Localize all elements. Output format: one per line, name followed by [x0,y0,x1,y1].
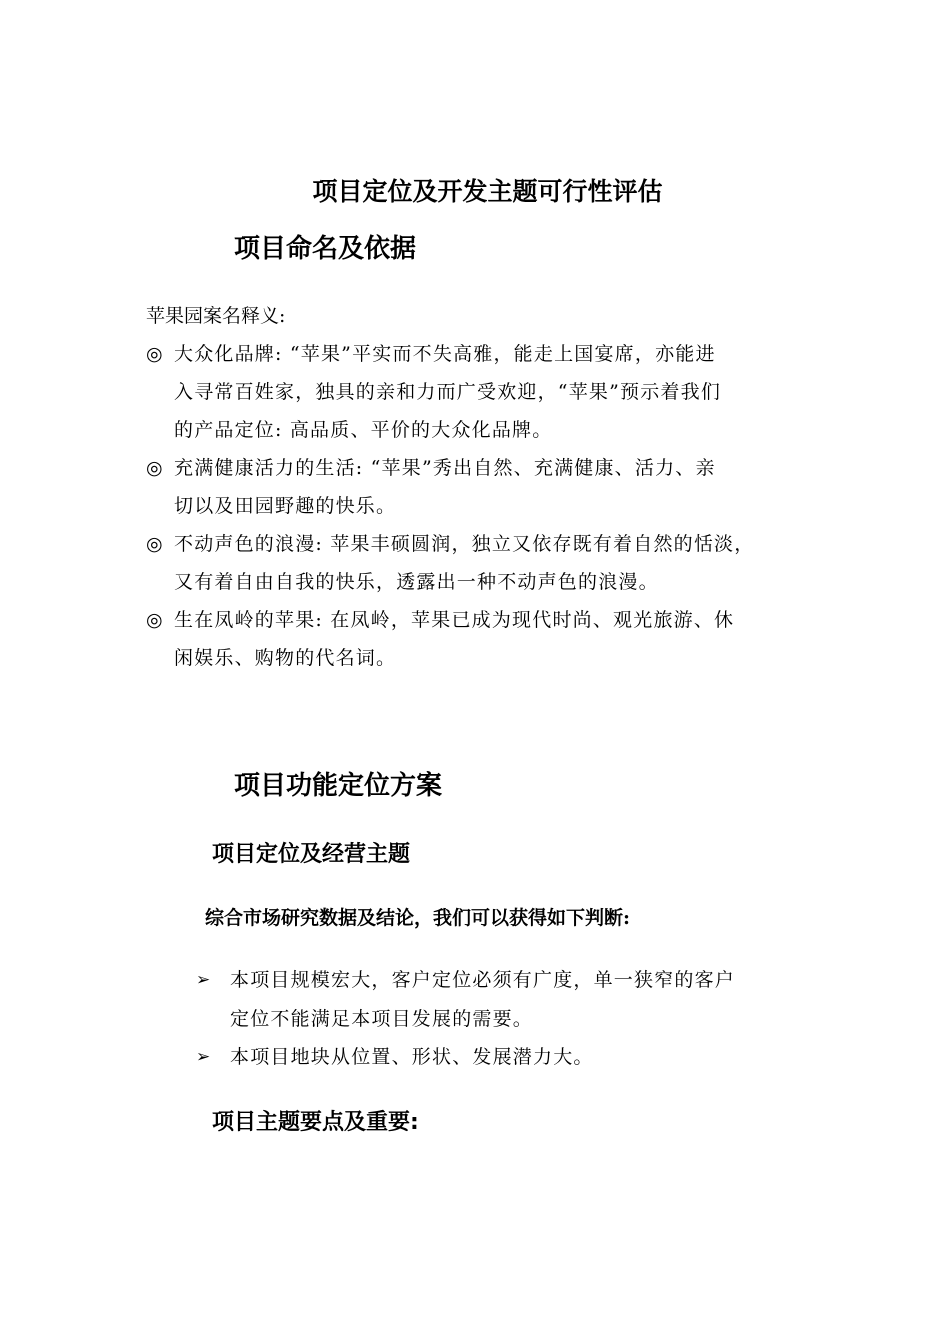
naming-bullet-2-line-1: 充满健康活力的生活: “苹果”秀出自然、充满健康、活力、亲 [174,457,716,479]
circle-bullet-icon: ◎ [146,533,163,555]
document-title: 项目定位及开发主题可行性评估 [312,177,663,206]
subsection-heading-theme-points: 项目主题要点及重要: [212,1110,419,1135]
naming-bullet-2-line-2: 切以及田园野趣的快乐。 [174,495,397,517]
naming-bullet-4-line-2: 闲娱乐、购物的代名词。 [174,647,397,669]
naming-bullet-1-line-3: 的产品定位: 高品质、平价的大众化品牌。 [174,419,553,441]
judgment-bullet-2-line-1: 本项目地块从位置、形状、发展潜力大。 [230,1046,594,1068]
naming-bullet-4-line-1: 生在凤岭的苹果: 在凤岭，苹果已成为现代时尚、观光旅游、休 [174,609,735,631]
judgment-lead: 综合市场研究数据及结论，我们可以获得如下判断: [205,907,631,929]
judgment-bullet-1-line-1: 本项目规模宏大，客户定位必须有广度，单一狭窄的客户 [230,969,736,991]
subsection-heading-business-theme: 项目定位及经营主题 [212,842,411,867]
naming-bullet-1-line-1: 大众化品牌: “苹果”平实而不失高雅，能走上国宴席，亦能进 [174,343,716,365]
arrow-bullet-icon: ➢ [196,970,211,990]
circle-bullet-icon: ◎ [146,343,163,365]
naming-intro: 苹果园案名释义: [146,305,286,327]
arrow-bullet-icon: ➢ [196,1047,211,1067]
judgment-bullet-1-line-2: 定位不能满足本项目发展的需要。 [230,1008,534,1030]
section-heading-positioning: 项目功能定位方案 [234,771,443,801]
section-heading-naming: 项目命名及依据 [234,234,417,264]
naming-bullet-1-line-2: 入寻常百姓家，独具的亲和力而广受欢迎，“苹果”预示着我们 [174,381,722,403]
circle-bullet-icon: ◎ [146,609,163,631]
circle-bullet-icon: ◎ [146,457,163,479]
naming-bullet-3-line-1: 不动声色的浪漫: 苹果丰硕圆润，独立又依存既有着自然的恬淡， [174,533,755,555]
naming-bullet-3-line-2: 又有着自由自我的快乐，透露出一种不动声色的浪漫。 [174,571,659,593]
